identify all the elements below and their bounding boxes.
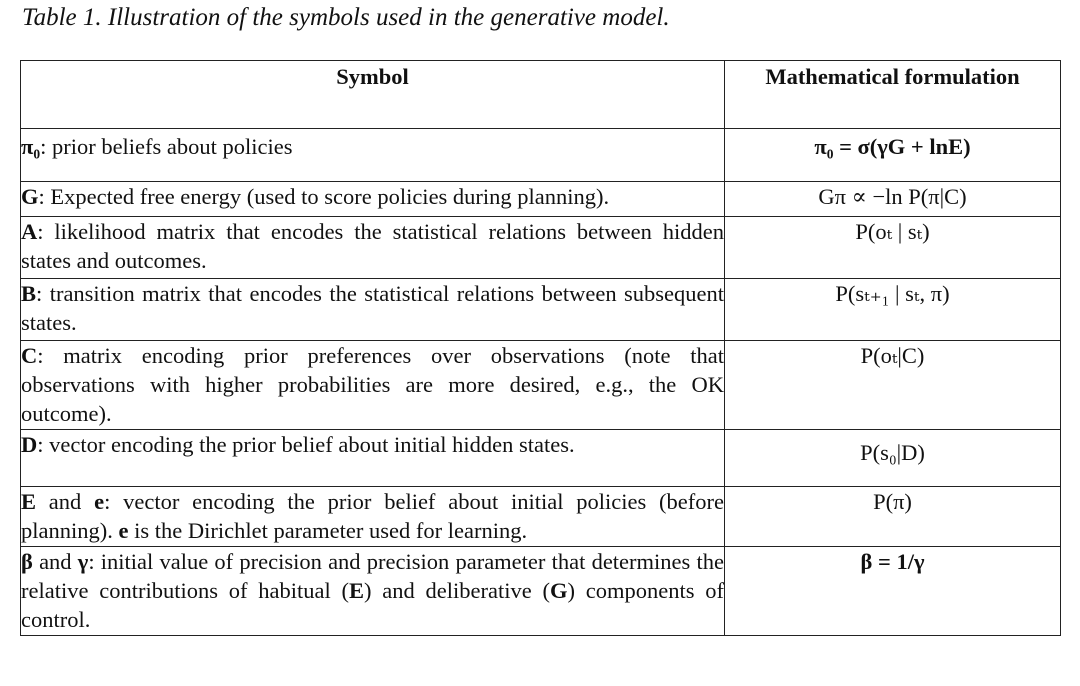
row-d-text: : vector encoding the prior belief about initial hidden states. <box>37 432 575 457</box>
header-formulation <box>725 61 1061 129</box>
row-e-term2: e <box>94 489 105 514</box>
table-row <box>21 430 1061 487</box>
row-b-text: : transition matrix that encodes the statistical relations between subsequent states. <box>21 281 724 335</box>
row-g-text: : Expected free energy (used to score policies during planning). <box>38 184 610 209</box>
row-c-description <box>21 341 725 430</box>
header-formulation-text: Mathematical formulation <box>765 64 1020 89</box>
row-beta-term3: E <box>348 578 364 603</box>
row-c-formula: P(oₜ|C) <box>725 341 1061 430</box>
row-pi0-description <box>21 129 725 182</box>
row-e-text2: is the Dirichlet parameter used for learning. <box>128 518 528 543</box>
row-beta-text3: ) components of control. <box>21 578 724 632</box>
row-d-formula: P(s₀|D) <box>725 430 1061 487</box>
row-d-description <box>21 430 725 487</box>
header-symbol: Symbol <box>21 61 725 129</box>
row-e-joiner: and <box>36 489 95 514</box>
row-beta-joiner: and <box>32 549 78 574</box>
table-header-row <box>21 61 1061 129</box>
row-a-text: : likelihood matrix that encodes the statistical relations between hidden states and outcomes. <box>21 219 724 273</box>
row-g-description <box>21 182 725 217</box>
table-row <box>21 129 1061 182</box>
row-e-term: E <box>21 489 37 514</box>
row-pi0-term: π₀ <box>21 134 41 159</box>
row-beta-text2: ) and deliberative ( <box>364 578 550 603</box>
row-beta-description <box>21 547 725 636</box>
table-row <box>21 182 1061 217</box>
table-row <box>21 279 1061 341</box>
symbols-table <box>20 60 1061 636</box>
row-b-formula: P(sₜ₊₁ | sₜ, π) <box>725 279 1061 341</box>
row-c-term: C <box>21 343 38 368</box>
row-pi0-formula: π₀ = σ(γG + lnE) <box>725 129 1061 182</box>
row-a-formula: P(oₜ | sₜ) <box>725 217 1061 279</box>
row-g-formula: Gπ ∝ −ln P(π|C) <box>725 182 1061 217</box>
row-beta-formula: β = 1/γ <box>725 547 1061 636</box>
row-b-description <box>21 279 725 341</box>
row-e-term3: e <box>118 518 129 543</box>
row-beta-term: β <box>21 549 33 574</box>
row-pi0-text: : prior beliefs about policies <box>40 134 293 159</box>
row-a-term: A <box>21 219 38 244</box>
row-beta-term2: γ <box>77 549 89 574</box>
row-beta-text: : initial value of precision and precision parameter that determines the relative contributions of habitual ( <box>21 549 724 603</box>
row-c-text: : matrix encoding prior preferences over observations (note that observations with higher probabilities are more desired, e.g., the OK outcome). <box>21 343 724 426</box>
row-g-term: G <box>21 184 39 209</box>
row-e-formula: P(π) <box>725 487 1061 547</box>
table-row <box>21 217 1061 279</box>
table-row <box>21 487 1061 547</box>
row-b-term: B <box>21 281 37 306</box>
row-beta-term4: G <box>549 578 568 603</box>
row-a-description <box>21 217 725 279</box>
table-row <box>21 341 1061 430</box>
table-row <box>21 547 1061 636</box>
row-e-description <box>21 487 725 547</box>
row-d-term: D <box>21 432 38 457</box>
row-e-text: : vector encoding the prior belief about initial policies (before planning). <box>21 489 724 543</box>
table-caption: Table 1. Illustration of the symbols used in the generative model. <box>22 4 670 31</box>
